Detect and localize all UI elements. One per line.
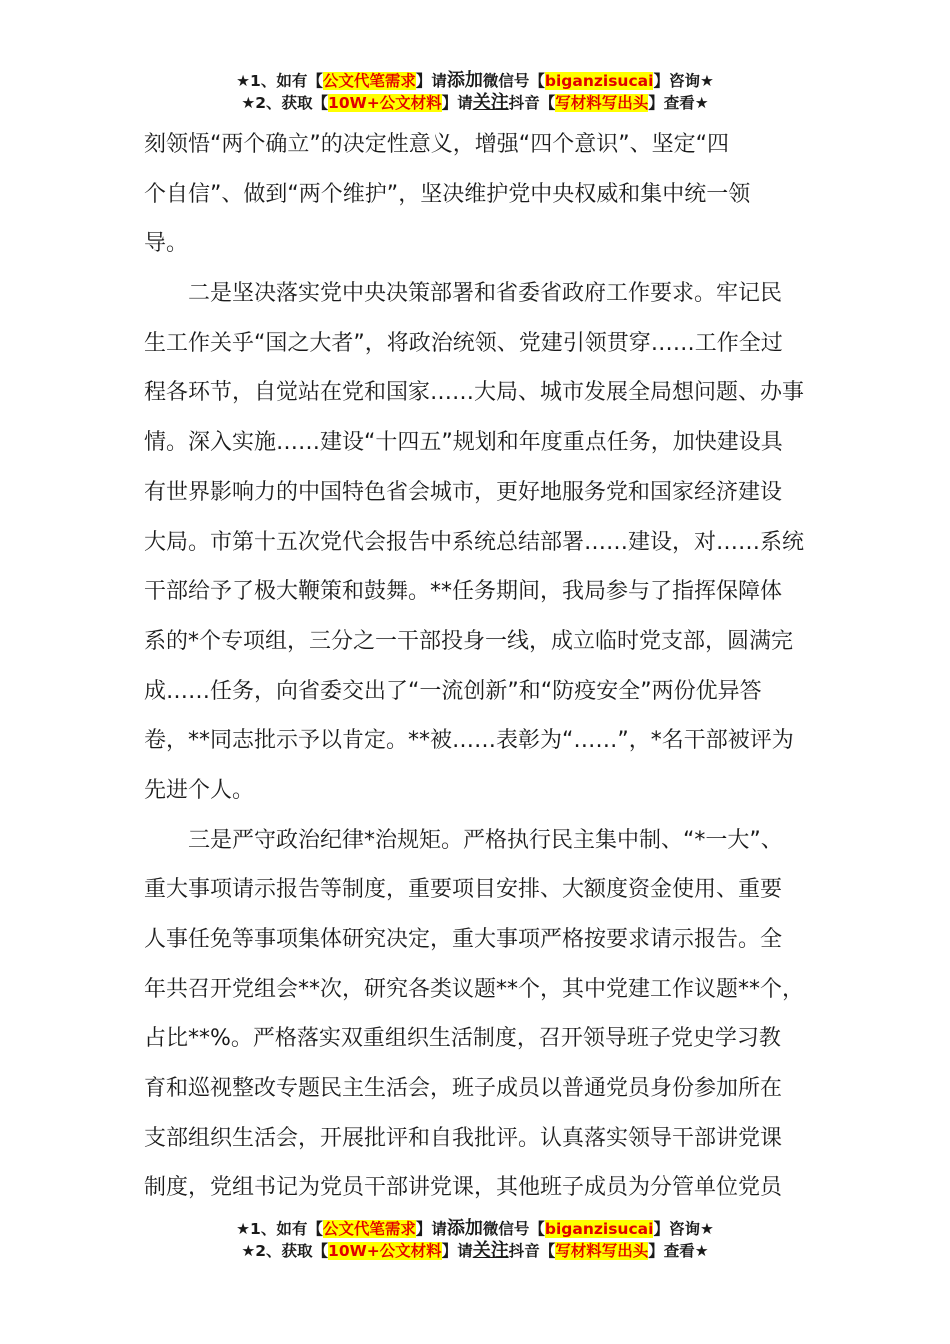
text-line: 程各环节，自觉站在党和国家……大局、城市发展全局想问题、办事 [144,380,805,406]
text-line: 成……任务，向省委交出了“一流创新”和“防疫安全”两份优异答 [144,678,762,704]
text-line: 生工作关乎“国之大者”，将政治统领、党建引领贯穿……工作全过 [144,330,783,356]
text-line: 刻领悟“两个确立”的决定性意义，增强“四个意识”、坚定“四 [144,132,729,157]
highlight-service: 公文代笔需求 [322,1220,416,1238]
text-line: 重大事项请示报告等制度，重要项目安排、大额度资金使用、重要 [144,877,783,903]
text-line: 人事任免等事项集体研究决定，重大事项严格按要求请示报告。全 [144,927,783,952]
text-line: 支部组织生活会，开展批评和自我批评。认真落实领导干部讲党课 [144,1125,783,1151]
text-line: 个自信”、做到“两个维护”，坚决维护党中央权威和集中统一领 [144,181,751,207]
highlight-wechat-id: biganzisucai [544,72,654,90]
highlight-materials: 10W+公文材料 [328,94,442,112]
text-line: 导。 [144,231,189,257]
text-line: 占比**%。严格落实双重组织生活制度，召开领导班子党史学习教 [144,1026,781,1052]
text-line: 大局。市第十五次党代会报告中系统总结部署……建设，对……系统 [144,529,805,555]
highlight-douyin: 写材料写出头 [555,94,649,112]
top-banner [0,70,950,114]
highlight-materials: 10W+公文材料 [328,1242,442,1260]
banner-line-1: ★1、如有【公文代笔需求】请添加微信号【biganzisucai】咨询★ [236,1218,714,1239]
text-line: 年共召开党组会**次，研究各类议题**个，其中党建工作议题**个， [144,976,805,1002]
text-line: 干部给予了极大鞭策和鼓舞。**任务期间，我局参与了指挥保障体 [144,579,783,605]
paragraph-start: 二是坚决落实党中央决策部署和省委省政府工作要求。牢记民 [188,281,783,307]
text-line: 制度，党组书记为党员干部讲党课，其他班子成员为分管单位党员 [144,1175,783,1201]
bottom-banner [0,1218,950,1262]
banner-line-2: ★2、获取【10W+公文材料】请关注抖音【写材料写出头】查看★ [241,92,709,113]
highlight-douyin: 写材料写出头 [555,1242,649,1260]
highlight-wechat-id: biganzisucai [544,1220,654,1238]
text-line: 先进个人。 [144,777,255,803]
paragraph-start: 三是严守政治纪律*治规矩。严格执行民主集中制、“*一大”、 [188,827,783,853]
text-line: 系的*个专项组，三分之一干部投身一线，成立临时党支部，圆满完 [144,628,794,654]
banner-line-2: ★2、获取【10W+公文材料】请关注抖音【写材料写出头】查看★ [241,1240,709,1261]
highlight-service: 公文代笔需求 [322,72,416,90]
text-line: 育和巡视整改专题民主生活会，班子成员以普通党员身份参加所在 [144,1076,783,1102]
text-line: 有世界影响力的中国特色省会城市，更好地服务党和国家经济建设 [144,479,783,505]
document-body [144,120,834,1213]
banner-line-1: ★1、如有【公文代笔需求】请添加微信号【biganzisucai】咨询★ [236,70,714,91]
text-line: 卷，**同志批示予以肯定。**被……表彰为“……”，*名干部被评为 [144,728,794,754]
text-line: 情。深入实施……建设“十四五”规划和年度重点任务，加快建设具 [144,430,783,456]
